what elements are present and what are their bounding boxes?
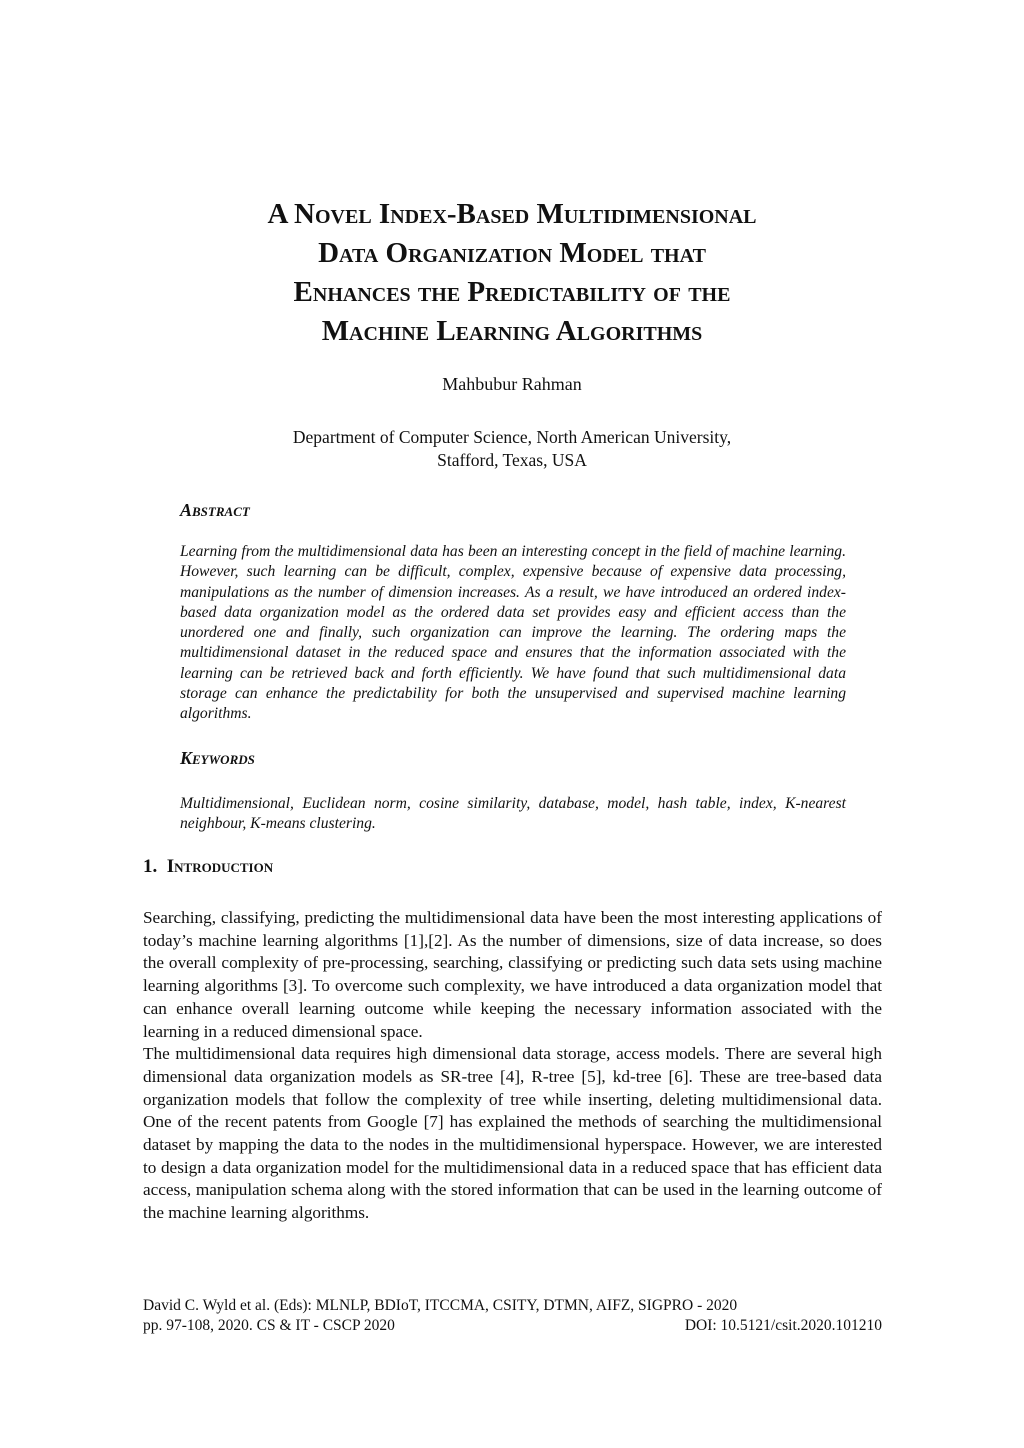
- introduction-heading: 1. Introduction: [143, 856, 274, 877]
- page-footer: [143, 1296, 882, 1336]
- footer-proceedings: David C. Wyld et al. (Eds): MLNLP, BDIoT, ITCCMA, CSITY, DTMN, AIFZ, SIGPRO - 2020: [143, 1297, 738, 1314]
- affiliation: [0, 426, 1024, 472]
- abstract-heading: Abstract: [180, 500, 250, 520]
- footer-doi: DOI: 10.5121/csit.2020.101210: [684, 1317, 882, 1334]
- paragraph: Searching, classifying, predicting the multidimensional data have been the most interesting applications of today’s machine learning algorithms [1],[2]. As the number of dimensions, size of data increase, so does the overall complexity of pre-processing, searching, classifying or predicting such data sets using machine learning algorithms [3]. To overcome such complexity, we have introduced a data organization model that can enhance overall learning outcome while keeping the necessary information associated with the learning in a reduced dimensional space.: [143, 908, 882, 1041]
- author-name: Mahbubur Rahman: [442, 374, 582, 394]
- affiliation-line: Stafford, Texas, USA: [437, 450, 587, 470]
- paper-title: [100, 195, 924, 351]
- title-line: Machine Learning Algorithms: [321, 315, 703, 347]
- footer-pages: pp. 97-108, 2020. CS & IT - CSCP 2020: [143, 1317, 395, 1334]
- title-line: Data Organization Model that: [318, 237, 706, 269]
- keywords-text: Multidimensional, Euclidean norm, cosine similarity, database, model, hash table, index, K-nearest neighbour, K-means clustering.: [180, 795, 846, 833]
- paragraph: The multidimensional data requires high dimensional data storage, access models. There are several high dimensional data organization models as SR-tree [4], R-tree [5], kd-tree [6]. These are tree-based data organization models that follow the complexity of tree while inserting, deleting multidimensional data. One of the recent patents from Google [7] has explained the methods of searching the multidimensional dataset by mapping the data to the nodes in the multidimensional hyperspace. However, we are interested to design a data organization model for the multidimensional data in a reduced space that has efficient data access, manipulation schema along with the stored information that can be used in the learning outcome of the machine learning algorithms.: [143, 1044, 882, 1223]
- abstract-text: Learning from the multidimensional data has been an interesting concept in the field of machine learning. However, such learning can be difficult, complex, expensive because of expensive data processing, manipulations as the number of dimension increases. As a result, we have introduced an ordered index-based data organization model as the ordered data set provides easy and efficient access than the unordered one and finally, such organization can improve the learning. The ordering maps the multidimensional dataset in the reduced space and ensures that the information associated with the learning can be retrieved back and forth efficiently. We have found that such multidimensional data storage can enhance the predictability for both the unsupervised and supervised machine learning algorithms.: [180, 543, 846, 723]
- title-line: Enhances the Predictability of the: [293, 276, 731, 308]
- affiliation-line: Department of Computer Science, North American University,: [292, 427, 732, 447]
- introduction-body: [143, 907, 882, 1225]
- keywords-heading: Keywords: [180, 748, 255, 768]
- title-line: A Novel Index-Based Multidimensional: [267, 198, 757, 230]
